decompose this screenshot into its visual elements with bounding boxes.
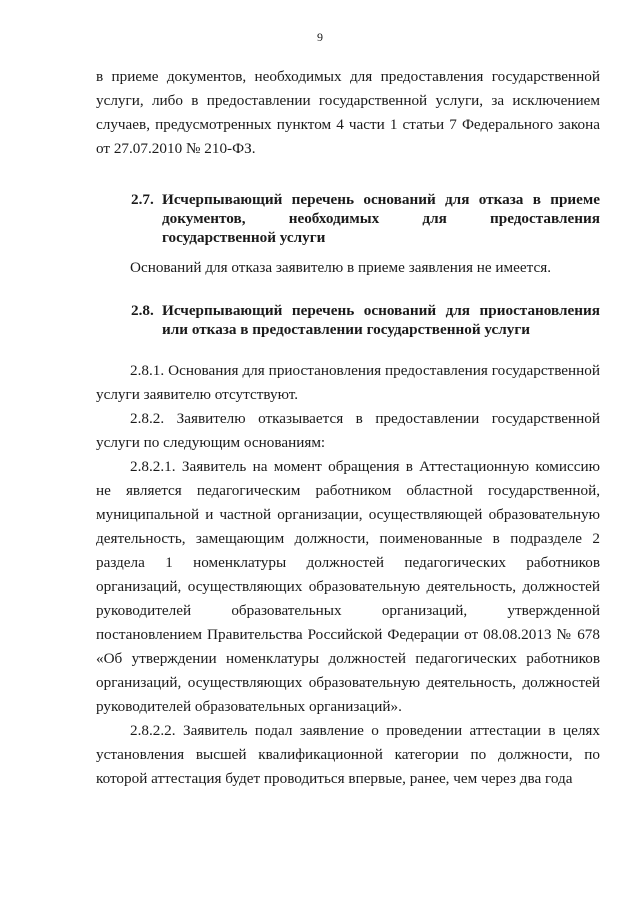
section-2-7-text: Оснований для отказа заявителю в приеме заявления не имеется. [130, 259, 551, 276]
section-2-7-title-line3: государственной услуги [162, 229, 326, 246]
section-2-8-title-line2: или отказа в предоставлении государственной услуги [162, 321, 531, 338]
section-2-7-number: 2.7. [131, 191, 154, 208]
paragraph-2-8-2: 2.8.2. Заявителю отказывается в предоставлении государственной услуги по следующим основаниям: [96, 410, 600, 451]
section-2-7-title-line1: Исчерпывающий перечень оснований для отказа в приеме [162, 191, 600, 208]
section-2-7-heading [131, 190, 600, 247]
section-2-8-title-line1: Исчерпывающий перечень оснований для приостановления [162, 302, 600, 319]
paragraph-2-8-1: 2.8.1. Основания для приостановления предоставления государственной услуги заявителю отсутствуют. [96, 362, 600, 403]
section-2-8-heading [131, 301, 600, 339]
continuation-paragraph [96, 65, 600, 161]
section-2-7-body [96, 256, 600, 280]
continuation-text: в приеме документов, необходимых для предоставления государственной услуги, либо в предоставлении государственной услуги, за исключением случаев, предусмотренных пунктом 4 части 1 статьи 7 Федерального закона от 27.07.2010 № 210-ФЗ. [96, 68, 600, 157]
section-2-8-number: 2.8. [131, 302, 154, 319]
section-2-8-body [96, 359, 600, 791]
paragraph-2-8-2-1: 2.8.2.1. Заявитель на момент обращения в Аттестационную комиссию не является педагогическим работником областной государственной, муниципальной и частной организации, осуществляющей образовательную деятельность, замещающим должности, поименованные в подразделе 2 раздела 1 номенклатуры должностей педагогических работников организаций, осуществляющих образовательную деятельность, должностей руководителей образовательных организаций, утвержденной постановлением Правительства Российской Федерации от 08.08.2013 № 678 «Об утверждении номенклатуры должностей педагогических работников организаций, осуществляющих образовательную деятельность, должностей руководителей образовательных организаций». [96, 458, 600, 715]
page-number: 9 [317, 30, 323, 44]
paragraph-2-8-2-2: 2.8.2.2. Заявитель подал заявление о проведении аттестации в целях установления высшей квалификационной категории по должности, по которой аттестация будет проводиться впервые, ранее, чем через два года [96, 722, 600, 787]
section-2-7-title-line2: документов, необходимых для предоставления [162, 210, 600, 227]
